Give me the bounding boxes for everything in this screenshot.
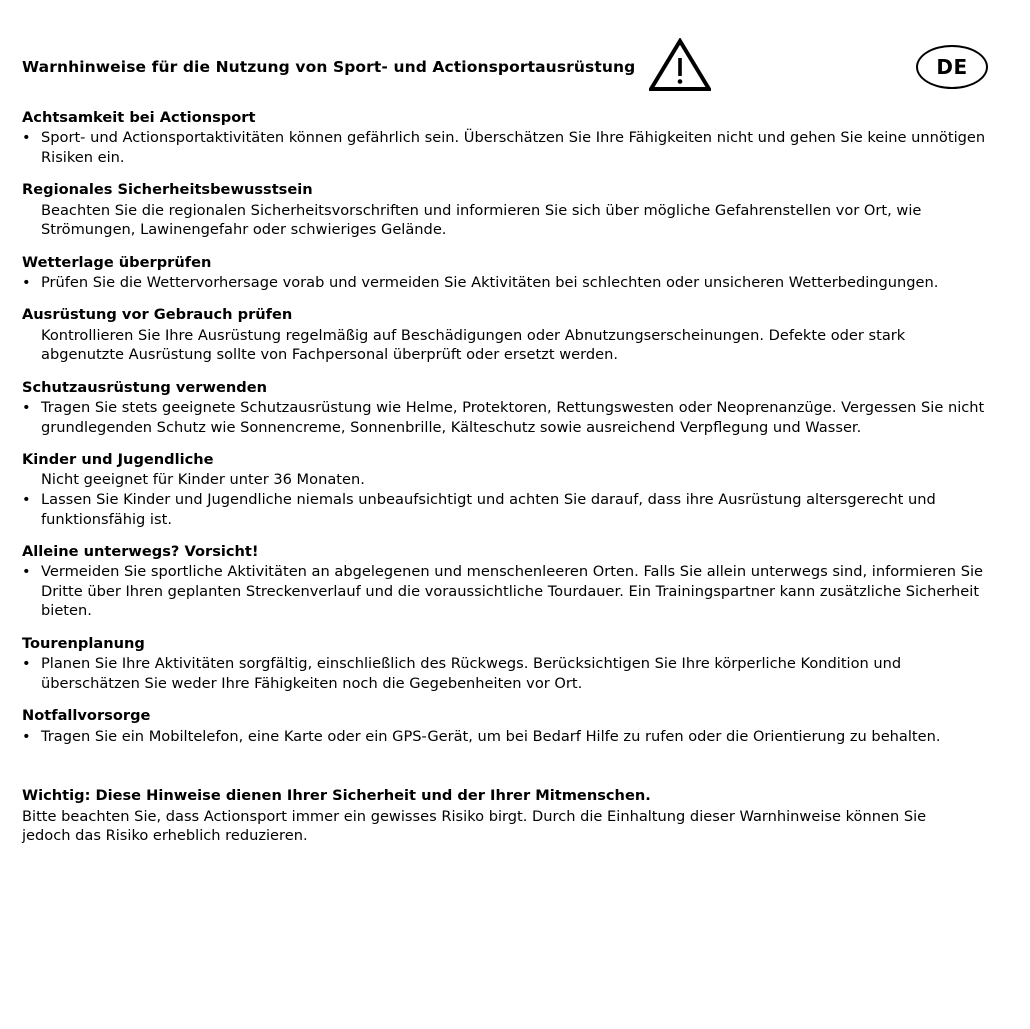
- bullet-marker: •: [22, 399, 31, 417]
- section-title: Regionales Sicherheitsbewusstsein: [22, 181, 313, 199]
- list-item: [22, 470, 1000, 490]
- list-item-text: Sport- und Actionsportaktivitäten können gefährlich sein. Überschätzen Sie Ihre Fähigkeiten nicht und gehen Sie keine unnötigen Risiken ein.: [41, 129, 986, 166]
- document-header: [22, 36, 1000, 98]
- section-achtsamkeit: [22, 108, 1000, 167]
- section-title: Schutzausrüstung verwenden: [22, 378, 268, 396]
- list-item-text: Tragen Sie stets geeignete Schutzausrüstung wie Helme, Protektoren, Rettungswesten oder Neoprenanzüge. Vergessen Sie nicht grundlegenden Schutz wie Sonnencreme, Sonnenbrille, Kälteschutz sowie ausreichend Verpflegung und Wasser.: [41, 399, 985, 436]
- list-item-text: Kontrollieren Sie Ihre Ausrüstung regelmäßig auf Beschädigungen oder Abnutzungserscheinungen. Defekte oder stark abgenutzte Ausrüstung sollte von Fachpersonal überprüft oder ersetzt werden.: [41, 326, 906, 364]
- bullet-marker: •: [22, 655, 31, 673]
- list-item-text: Prüfen Sie die Wettervorhersage vorab und vermeiden Sie Aktivitäten bei schlechten oder unsicheren Wetterbedingungen.: [41, 273, 939, 291]
- bullet-marker: •: [22, 727, 31, 745]
- footer-title: Wichtig: Diese Hinweise dienen Ihrer Sicherheit und der Ihrer Mitmenschen.: [22, 787, 651, 805]
- list-item-text: Nicht geeignet für Kinder unter 36 Monaten.: [41, 471, 365, 489]
- footer-text: Bitte beachten Sie, dass Actionsport immer ein gewisses Risiko birgt. Durch die Einhaltung dieser Warnhinweise können Sie jedoch das Risiko erheblich reduzieren.: [22, 807, 927, 845]
- section-tourenplanung: [22, 634, 1000, 693]
- list-item-text: Lassen Sie Kinder und Jugendliche niemals unbeaufsichtigt und achten Sie darauf, dass ihre Ausrüstung altersgerecht und funktionsfähig ist.: [41, 490, 936, 528]
- section-title: Ausrüstung vor Gebrauch prüfen: [22, 306, 293, 324]
- section-title: Tourenplanung: [22, 634, 145, 652]
- footer-note: [22, 786, 1000, 846]
- list-item: [22, 727, 1000, 747]
- country-code-badge: DE: [916, 45, 988, 89]
- bullet-marker: •: [22, 129, 31, 147]
- list-item: [22, 490, 1000, 529]
- sections-container: [22, 108, 1000, 746]
- list-item-text: Beachten Sie die regionalen Sicherheitsvorschriften und informieren Sie sich über mögliche Gefahrenstellen vor Ort, wie Strömungen, Lawinengefahr oder schwieriges Gelände.: [41, 201, 922, 239]
- list-item: [22, 201, 1000, 240]
- section-schutzausruestung: [22, 378, 1000, 437]
- section-title: Kinder und Jugendliche: [22, 451, 214, 469]
- section-title: Wetterlage überprüfen: [22, 253, 212, 271]
- section-notfallvorsorge: [22, 706, 1000, 746]
- section-title: Notfallvorsorge: [22, 707, 151, 725]
- list-item: [22, 654, 1000, 693]
- section-title: Alleine unterwegs? Vorsicht!: [22, 543, 259, 561]
- section-kinder-jugendliche: [22, 450, 1000, 529]
- list-item: [22, 128, 1000, 167]
- section-ausruestung-pruefen: [22, 305, 1000, 364]
- warning-triangle-icon: [649, 38, 711, 96]
- list-item: [22, 398, 1000, 437]
- list-item-text: Planen Sie Ihre Aktivitäten sorgfältig, einschließlich des Rückwegs. Berücksichtigen Sie Ihre körperliche Kondition und überschätzen Sie weder Ihre Fähigkeiten noch die Gegebenheiten vor Ort.: [41, 655, 902, 692]
- section-regionales-sicherheitsbewusstsein: [22, 180, 1000, 239]
- list-item: [22, 562, 1000, 621]
- section-wetterlage: [22, 253, 1000, 293]
- section-title: Achtsamkeit bei Actionsport: [22, 109, 256, 126]
- list-item: [22, 273, 1000, 293]
- bullet-marker: •: [22, 563, 31, 581]
- list-item-text: Vermeiden Sie sportliche Aktivitäten an abgelegenen und menschenleeren Orten. Falls Sie allein unterwegs sind, informieren Sie Dritte über Ihren geplanten Streckenverlauf und die voraussichtliche Tourdauer. Ein Trainingspartner kann zusätzliche Sicherheit bieten.: [41, 563, 983, 620]
- bullet-marker: •: [22, 490, 31, 508]
- list-item-text: Tragen Sie ein Mobiltelefon, eine Karte oder ein GPS-Gerät, um bei Bedarf Hilfe zu rufen oder die Orientierung zu behalten.: [41, 727, 941, 745]
- bullet-marker: •: [22, 273, 31, 291]
- section-alleine-unterwegs: [22, 542, 1000, 621]
- list-item: [22, 326, 1000, 365]
- page-title: Warnhinweise für die Nutzung von Sport- und Actionsportausrüstung: [22, 57, 636, 76]
